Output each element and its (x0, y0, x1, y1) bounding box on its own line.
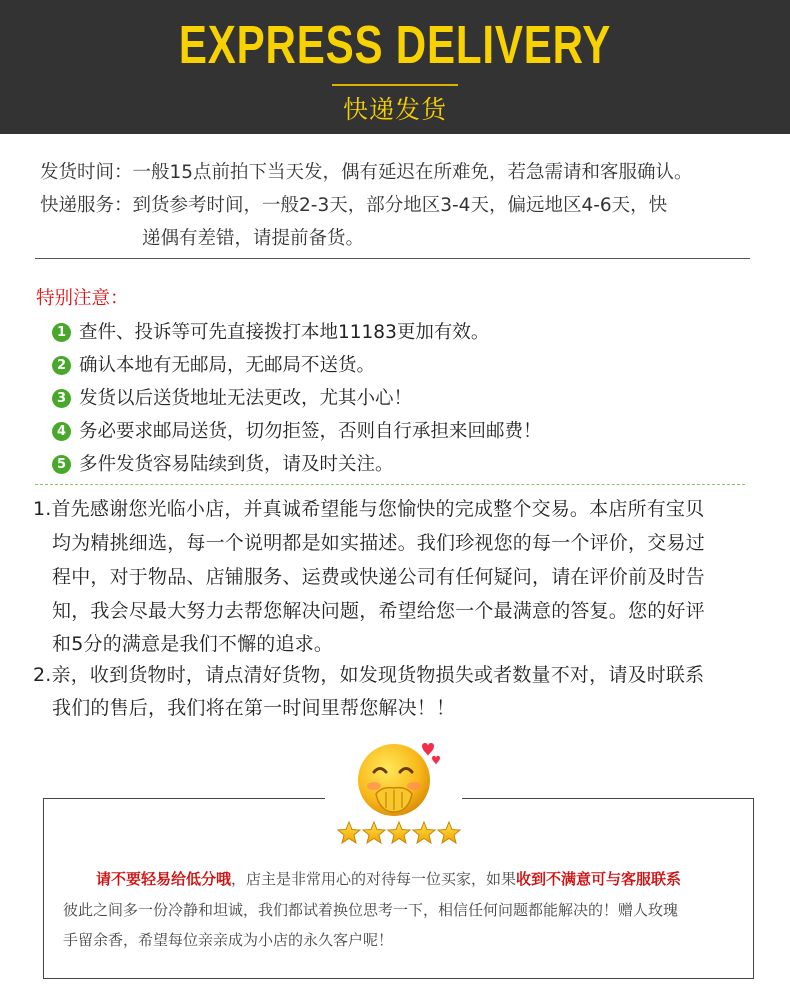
express-service-label: 快递服务： (40, 195, 133, 216)
banner-divider (332, 84, 458, 86)
number-1-icon: 1 (52, 323, 71, 342)
notice-item (52, 351, 375, 377)
star-icon (438, 822, 460, 843)
paragraph-2-line: 我们的售后，我们将在第一时间里帮您解决！！ (52, 697, 456, 719)
notice-item-text: 多件发货容易陆续到货，请及时关注。 (79, 454, 394, 475)
notice-title: 特别注意： (36, 288, 129, 309)
notice-item (52, 318, 489, 344)
rating-box-line-2: 彼此之间多一份冷静和坦诚，我们都试着换位思考一下，相信任何问题都能解决的！赠人玫瑰 (63, 901, 679, 919)
rating-box-text: ，店主是非常用心的对待每一位买家，如果 (231, 870, 517, 888)
notice-item (52, 417, 542, 443)
paragraph-1-line: 1.首先感谢您光临小店，并真诚希望能与您愉快的完成整个交易。本店所有宝贝 (33, 498, 705, 520)
rating-warning-highlight: 请不要轻易给低分哦 (96, 870, 232, 888)
header-banner (0, 0, 790, 134)
star-icon (338, 822, 360, 843)
number-4-icon: 4 (52, 422, 71, 441)
banner-title-en: EXPRESS DELIVERY (178, 15, 612, 75)
notice-item-text: 务必要求邮局送货，切勿拒签，否则自行承担来回邮费！ (79, 421, 542, 442)
number-3-icon: 3 (52, 389, 71, 408)
contact-service-highlight: 收到不满意可与客服联系 (516, 870, 682, 888)
notice-item-text: 确认本地有无邮局，无邮局不送货。 (79, 355, 376, 376)
star-icon (388, 822, 410, 843)
star-icon (363, 822, 385, 843)
dotted-divider (35, 484, 745, 485)
section-divider (35, 258, 750, 259)
notice-item-text: 发货以后送货地址无法更改，尤其小心！ (79, 388, 413, 409)
star-icon (413, 822, 435, 843)
shipping-time-row (40, 158, 693, 184)
number-5-icon: 5 (52, 455, 71, 474)
number-2-icon: 2 (52, 356, 71, 375)
rating-box-line-1 (96, 868, 681, 889)
express-service-text: 到货参考时间，一般2-3天，部分地区3-4天，偏远地区4-6天，快 (132, 195, 668, 216)
notice-item (52, 384, 412, 410)
shipping-time-text: 一般15点前拍下当天发，偶有延迟在所难免，若急需请和客服确认。 (132, 162, 693, 183)
notice-item-text: 查件、投诉等可先直接拨打本地11183更加有效。 (79, 322, 490, 343)
paragraph-1-line: 知，我会尽最大努力去帮您解决问题，希望给您一个最满意的答复。您的好评 (52, 600, 705, 622)
five-stars-icon (337, 820, 462, 846)
shipping-time-label: 发货时间： (40, 162, 133, 183)
banner-title-cn: 快递发货 (342, 95, 447, 124)
notice-item (52, 450, 394, 476)
paragraph-1-line: 和5分的满意是我们不懈的追求。 (52, 633, 334, 655)
express-service-row (40, 191, 667, 217)
paragraph-2-line: 2.亲，收到货物时，请点清好货物，如发现货物损失或者数量不对，请及时联系 (33, 664, 705, 686)
rating-box-line-3: 手留余香，希望每位亲亲成为小店的永久客户呢！ (63, 931, 394, 949)
paragraph-1-line: 均为精挑细选，每一个说明都是如实描述。我们珍视您的每一个评价，交易过 (52, 532, 705, 554)
express-service-row-2: 递偶有差错，请提前备货。 (142, 228, 365, 249)
paragraph-1-line: 程中，对于物品、店铺服务、运费或快递公司有任何疑问，请在评价前及时告 (52, 566, 705, 588)
